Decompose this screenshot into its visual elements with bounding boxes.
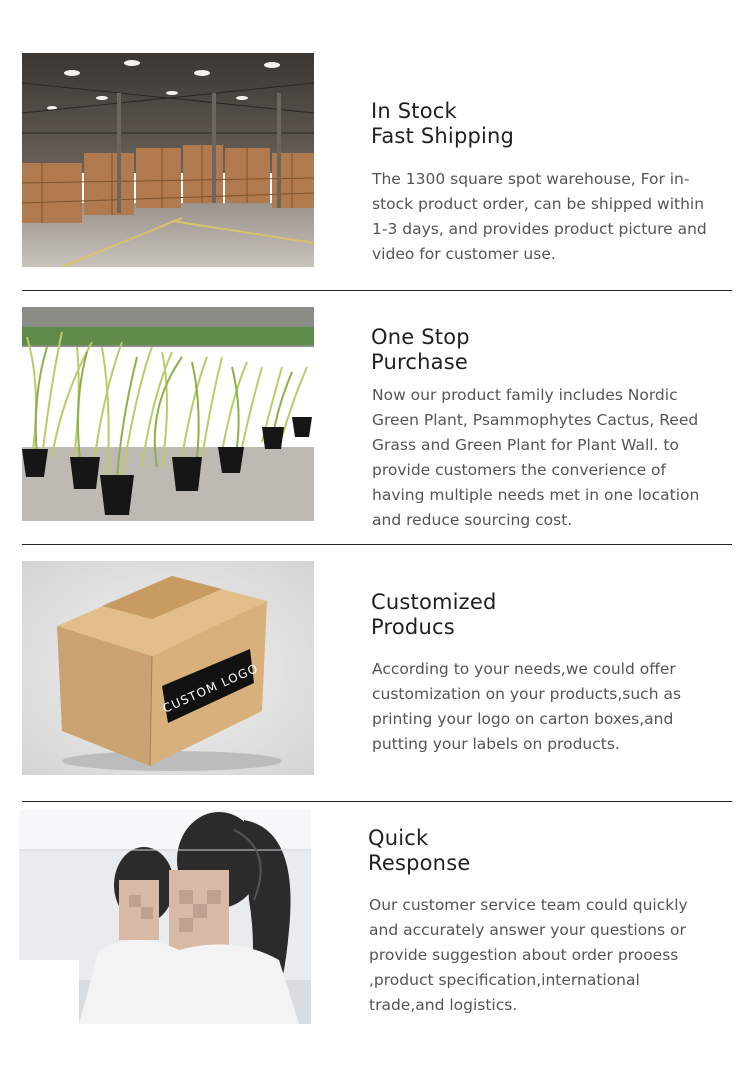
carton-box-photo bbox=[22, 561, 314, 775]
title-line-1: One Stop bbox=[371, 325, 470, 349]
section-title-customized bbox=[371, 590, 497, 640]
carton-box-image bbox=[22, 561, 314, 775]
section-title-one-stop bbox=[371, 325, 470, 375]
title-line-1: In Stock bbox=[371, 99, 457, 123]
customer-service-image bbox=[19, 810, 311, 1024]
title-line-2: Producs bbox=[371, 615, 455, 639]
section-description-quick-response: Our customer service team could quickly and accurately answer your questions or provide suggestion about order prooess ,product specification,international trade,and logistics. bbox=[369, 896, 688, 1014]
section-divider bbox=[22, 801, 732, 802]
section-description-one-stop: Now our product family includes Nordic Green Plant, Psammophytes Cactus, Reed Grass and Green Plant for Plant Wall. to provide customers the converience of having multiple needs met in one location and reduce sourcing cost. bbox=[372, 386, 700, 529]
customer-service-photo bbox=[19, 810, 311, 1024]
box-logo-label: CUSTOM LOGO bbox=[160, 660, 261, 716]
grass-plants-photo bbox=[22, 307, 314, 521]
grass-plants-image bbox=[22, 307, 314, 521]
section-description-customized: According to your needs,we could offer customization on your products,such as printing your logo on carton boxes,and putting your labels on products. bbox=[372, 660, 682, 753]
title-line-1: Quick bbox=[368, 826, 429, 850]
title-line-2: Fast Shipping bbox=[371, 124, 515, 148]
section-title-in-stock bbox=[371, 99, 514, 149]
warehouse-photo bbox=[22, 53, 314, 267]
title-line-2: Response bbox=[368, 851, 471, 875]
section-description-in-stock: The 1300 square spot warehouse, For in-stock product order, can be shipped within 1-3 days, and provides product picture and video for customer use. bbox=[372, 170, 707, 263]
section-divider bbox=[22, 290, 732, 291]
section-divider bbox=[22, 544, 732, 545]
title-line-1: Customized bbox=[371, 590, 497, 614]
section-title-quick-response bbox=[368, 826, 470, 876]
warehouse-image bbox=[22, 53, 314, 267]
title-line-2: Purchase bbox=[371, 350, 468, 374]
